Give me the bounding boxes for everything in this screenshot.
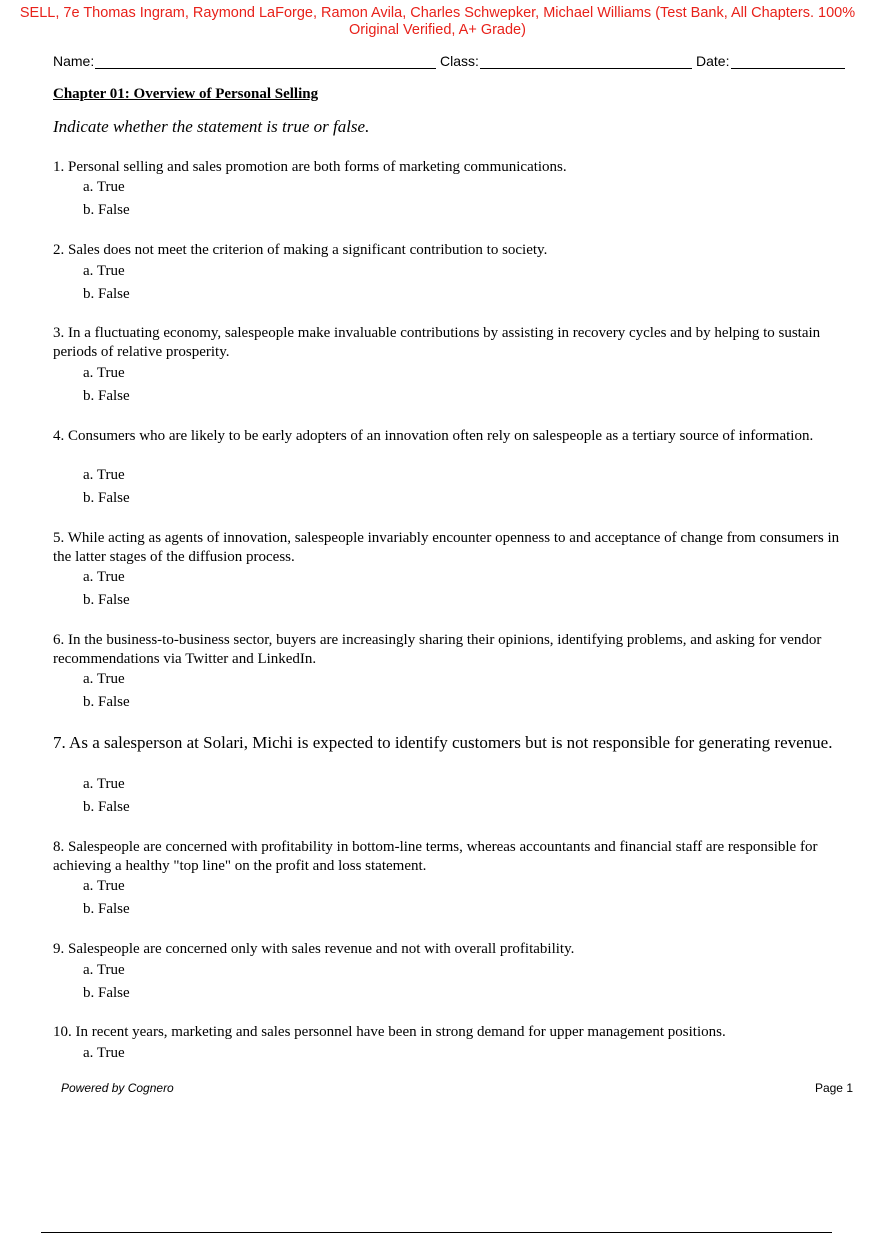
question-1-option-b[interactable]: b. False	[83, 202, 130, 218]
class-field[interactable]	[480, 68, 692, 69]
question-10: 10. In recent years, marketing and sales personnel have been in strong demand for upper management positions.	[53, 1024, 726, 1040]
instruction-text: Indicate whether the statement is true or false.	[53, 117, 370, 136]
question-3-option-b[interactable]: b. False	[83, 388, 130, 404]
powered-by: Powered by Cognero	[61, 1081, 174, 1095]
question-8-option-a[interactable]: a. True	[83, 878, 125, 894]
question-3-option-a[interactable]: a. True	[83, 365, 125, 381]
document-banner: SELL, 7e Thomas Ingram, Raymond LaForge, Ramon Avila, Charles Schwepker, Michael Williams (Test Bank, All Chapters. 100% Original Verified, A+ Grade)	[19, 5, 856, 38]
question-5: 5. While acting as agents of innovation, salespeople invariably encounter openness to and acceptance of change from consumers in the latter stages of the diffusion process.	[53, 530, 840, 565]
question-10-option-a[interactable]: a. True	[83, 1045, 125, 1061]
question-2-option-b[interactable]: b. False	[83, 286, 130, 302]
date-label: Date:	[696, 53, 730, 69]
question-9-option-b[interactable]: b. False	[83, 985, 130, 1001]
question-9: 9. Salespeople are concerned only with sales revenue and not with overall profitability.	[53, 941, 575, 957]
question-6-option-b[interactable]: b. False	[83, 694, 130, 710]
question-6: 6. In the business-to-business sector, buyers are increasingly sharing their opinions, identifying problems, and asking for vendor recommendations via Twitter and LinkedIn.	[53, 632, 822, 667]
question-4-option-b[interactable]: b. False	[83, 490, 130, 506]
student-info-row	[53, 53, 845, 71]
question-4: 4. Consumers who are likely to be early adopters of an innovation often rely on salespeople as a tertiary source of information.	[53, 428, 814, 444]
question-7: 7. As a salesperson at Solari, Michi is expected to identify customers but is not responsible for generating revenue.	[53, 733, 833, 752]
page-number: Page 1	[814, 1081, 853, 1095]
date-field[interactable]	[731, 68, 845, 69]
bottom-divider	[41, 1232, 832, 1233]
name-label: Name:	[53, 53, 95, 69]
question-7-option-b[interactable]: b. False	[83, 799, 130, 815]
question-9-option-a[interactable]: a. True	[83, 962, 125, 978]
question-5-option-b[interactable]: b. False	[83, 592, 130, 608]
question-2-option-a[interactable]: a. True	[83, 263, 125, 279]
question-4-option-a[interactable]: a. True	[83, 467, 125, 483]
question-6-option-a[interactable]: a. True	[83, 671, 125, 687]
chapter-title: Chapter 01: Overview of Personal Selling	[53, 86, 319, 102]
name-field[interactable]	[95, 68, 436, 69]
question-3: 3. In a fluctuating economy, salespeople make invaluable contributions by assisting in recovery cycles and by helping to sustain periods of relative prosperity.	[53, 325, 821, 360]
question-1-option-a[interactable]: a. True	[83, 179, 125, 195]
question-8-option-b[interactable]: b. False	[83, 901, 130, 917]
question-5-option-a[interactable]: a. True	[83, 569, 125, 585]
question-2: 2. Sales does not meet the criterion of making a significant contribution to society.	[53, 242, 548, 258]
question-1: 1. Personal selling and sales promotion are both forms of marketing communications.	[53, 159, 567, 175]
question-7-option-a[interactable]: a. True	[83, 776, 125, 792]
question-8: 8. Salespeople are concerned with profitability in bottom-line terms, whereas accountants and financial staff are responsible for achieving a healthy "top line" on the profit and loss statement.	[53, 839, 818, 874]
class-label: Class:	[440, 53, 479, 69]
